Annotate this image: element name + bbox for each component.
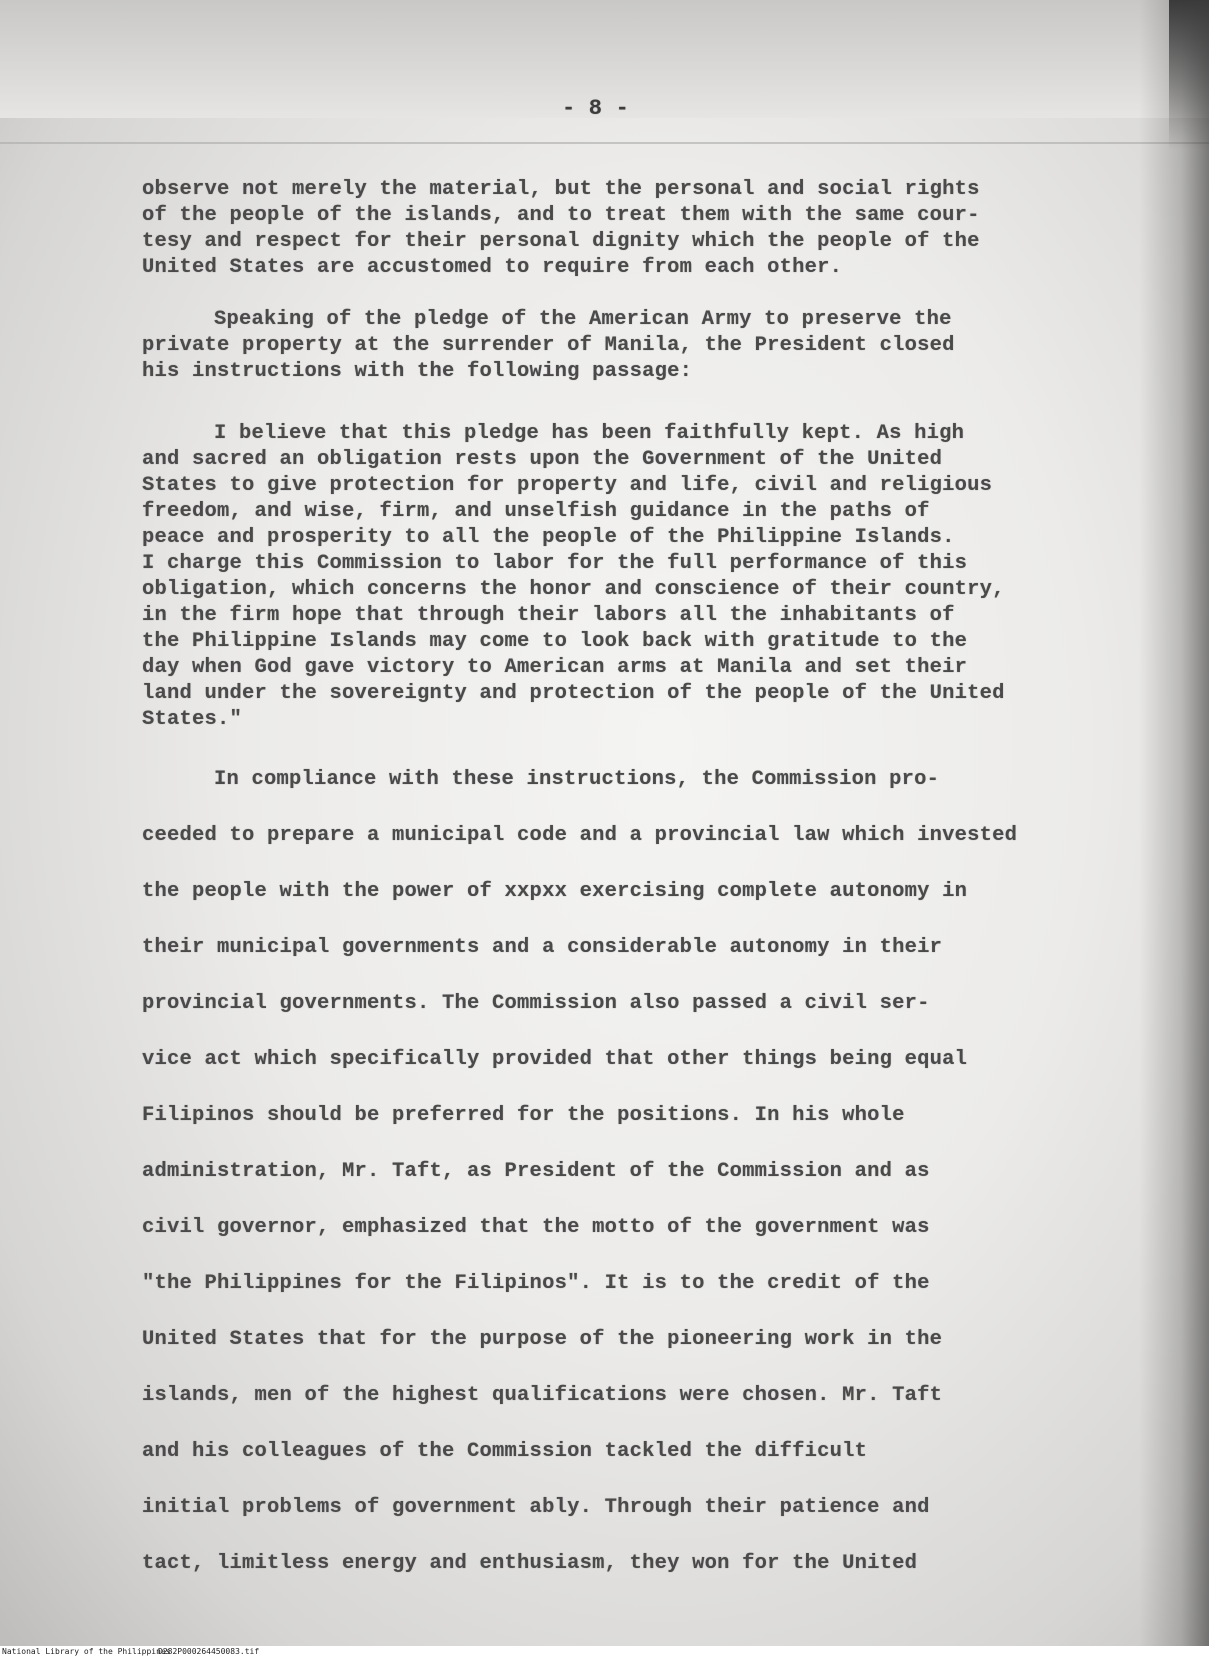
text-line: the people with the power of xxpxx exercising complete autonomy in [142,880,968,903]
text-line: freedom, and wise, firm, and unselfish guidance in the paths of [142,500,930,523]
text-line: their municipal governments and a considerable autonomy in their [142,936,943,959]
text-line: I believe that this pledge has been faithfully kept. As high [214,422,965,445]
footer-library: National Library of the Philippines [2,1647,171,1656]
scan-corner-shadow [1169,0,1209,150]
text-line: observe not merely the material, but the personal and social rights [142,178,980,201]
scan-right-edge-shadow [1139,0,1209,1658]
text-line: I charge this Commission to labor for the full performance of this [142,552,968,575]
text-line: tesy and respect for their personal dignity which the people of the [142,230,980,253]
scan-footer [0,1646,1209,1658]
text-line: land under the sovereignty and protection of the people of the United [142,682,1005,705]
text-line: ceeded to prepare a municipal code and a provincial law which invested [142,824,1018,847]
text-line: in the firm hope that through their labors all the inhabitants of [142,604,955,627]
text-line: and sacred an obligation rests upon the Government of the United [142,448,943,471]
text-line: tact, limitless energy and enthusiasm, they won for the United [142,1552,918,1575]
text-line: obligation, which concerns the honor and conscience of their country, [142,578,1005,601]
text-line: Speaking of the pledge of the American Army to preserve the [214,308,952,331]
text-line: In compliance with these instructions, the Commission pro- [214,768,940,791]
text-line: islands, men of the highest qualifications were chosen. Mr. Taft [142,1384,943,1407]
text-line: private property at the surrender of Manila, the President closed [142,334,955,357]
text-line: civil governor, emphasized that the motto of the government was [142,1216,930,1239]
text-line: States." [142,708,243,731]
text-line: Filipinos should be preferred for the positions. In his whole [142,1104,905,1127]
text-line: peace and prosperity to all the people of the Philippine Islands. [142,526,955,549]
scan-fold-line [0,142,1209,144]
text-line: States to give protection for property and life, civil and religious [142,474,993,497]
text-line: his instructions with the following passage: [142,360,693,383]
text-line: administration, Mr. Taft, as President of the Commission and as [142,1160,930,1183]
page-number: - 8 - [562,96,630,121]
text-line: provincial governments. The Commission also passed a civil ser- [142,992,930,1015]
text-line: initial problems of government ably. Through their patience and [142,1496,930,1519]
text-line: and his colleagues of the Commission tackled the difficult [142,1440,868,1463]
footer-file: D282P000264450083.tif [158,1647,260,1656]
text-line: United States are accustomed to require from each other. [142,256,843,279]
text-line: vice act which specifically provided that other things being equal [142,1048,968,1071]
text-line: United States that for the purpose of the pioneering work in the [142,1328,943,1351]
text-line: the Philippine Islands may come to look back with gratitude to the [142,630,968,653]
text-line: "the Philippines for the Filipinos". It is to the credit of the [142,1272,930,1295]
text-line: day when God gave victory to American arms at Manila and set their [142,656,968,679]
text-line: of the people of the islands, and to treat them with the same cour- [142,204,980,227]
